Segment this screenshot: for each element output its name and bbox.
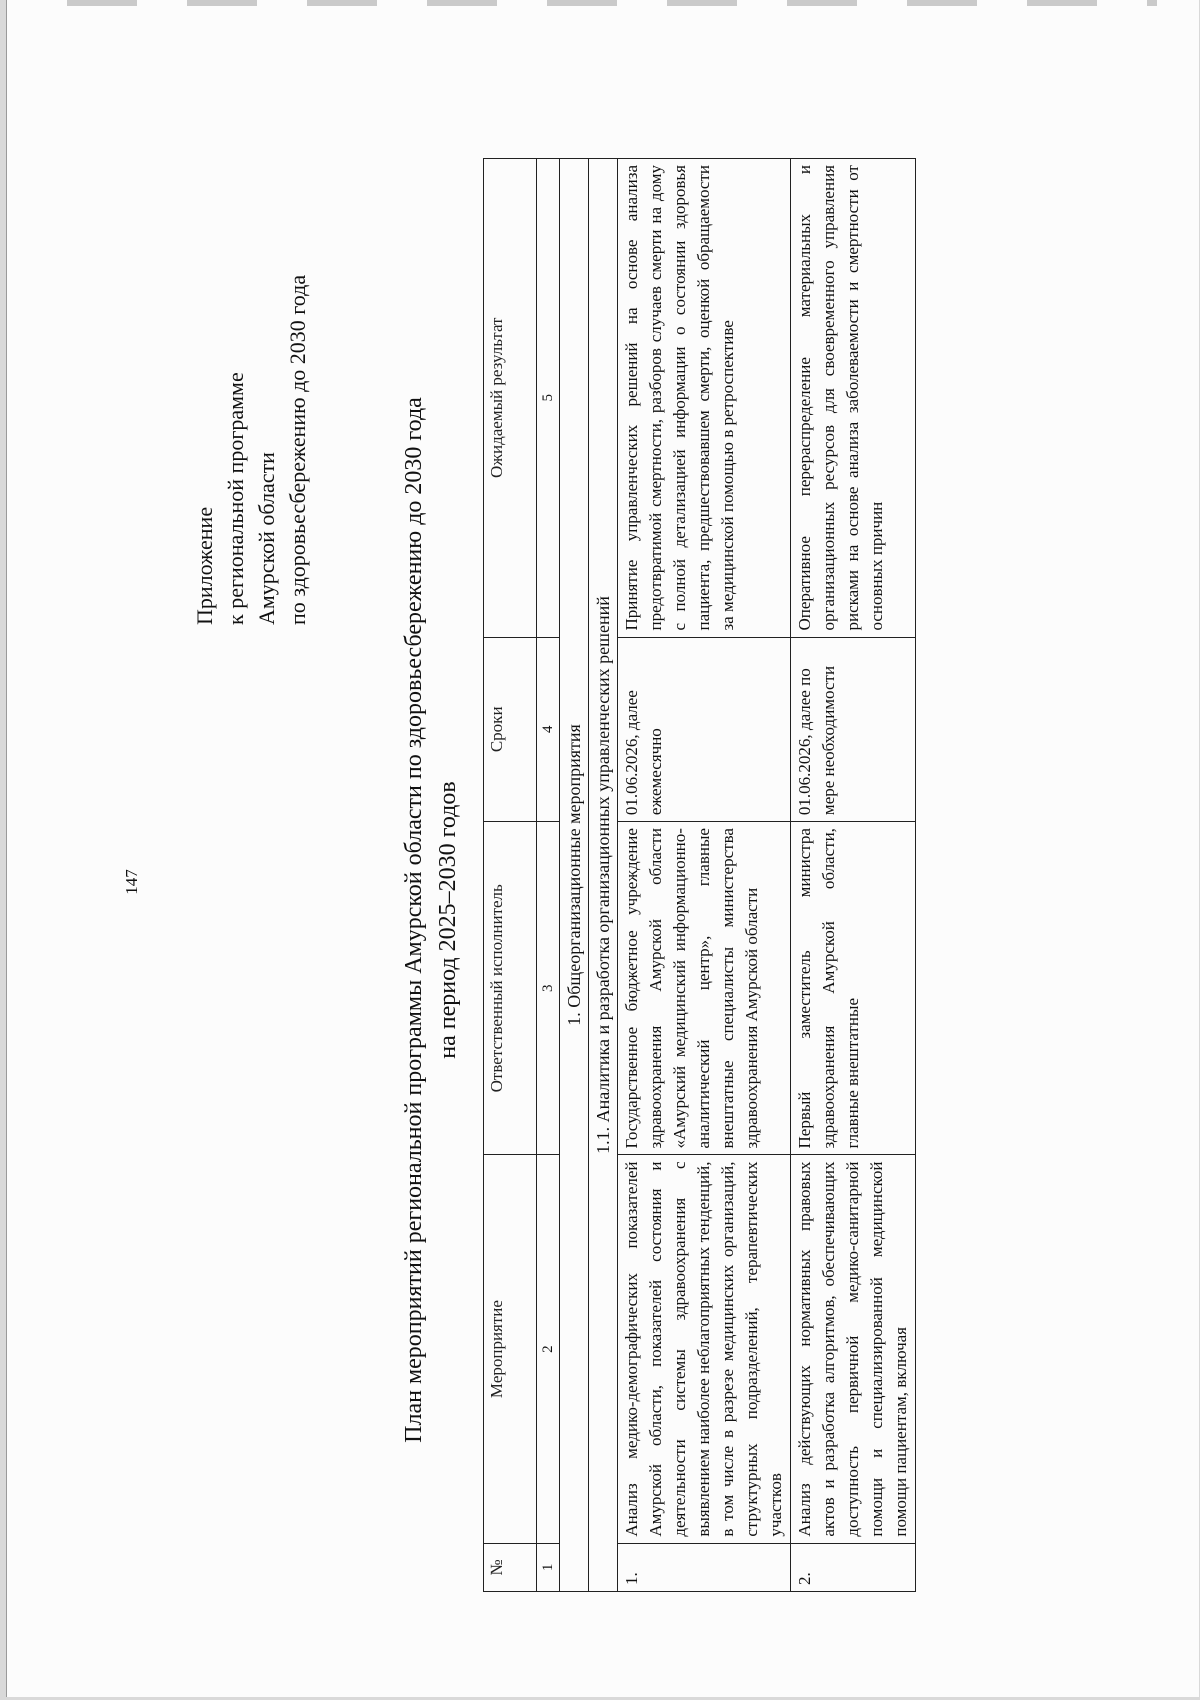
subsection-title: 1.1. Аналитика и разработка организационных управленческих решений <box>589 159 618 1592</box>
row-result: Принятие управленческих решений на основе анализа предотвратимой смертности, разборов случаев смерти на дому с полной детализацией информации о состоянии здоровья пациента, предшествовавшем смерти, оценкой обращаемости за медицинской помощью в ретроспективе <box>618 159 791 638</box>
row-number: 1. <box>618 1543 791 1591</box>
row-number: 2. <box>791 1543 916 1591</box>
header-event: Мероприятие <box>484 1155 537 1543</box>
row-event: Анализ медико-демографических показателей Амурской области, показателей состояния и деятельности системы здравоохранения с выявлением наиболее неблагоприятных тенденций, в том числе в разрезе медицинских организаций, структурных подразделений, терапевтических участков <box>618 1155 791 1543</box>
rotated-content <box>167 120 1067 1620</box>
header-num: № <box>484 1543 537 1591</box>
column-number: 5 <box>537 159 560 638</box>
appendix-line: Приложение <box>192 506 217 625</box>
row-executor: Первый заместитель министра здравоохранения Амурской области, главные внештатные <box>791 822 916 1155</box>
appendix-line: к региональной программе <box>223 372 248 625</box>
header-deadline: Сроки <box>484 637 537 822</box>
table-header-row <box>484 159 537 1592</box>
document-page <box>6 0 1199 1697</box>
column-number: 3 <box>537 822 560 1155</box>
appendix-line: Амурской области <box>254 452 279 625</box>
subsection-row <box>589 159 618 1592</box>
header-executor: Ответственный исполнитель <box>484 822 537 1155</box>
events-table <box>483 158 916 1592</box>
row-event: Анализ действующих нормативных правовых актов и разработка алгоритмов, обеспечивающих доступность первичной медико-санитарной помощи и специализированной медицинской помощи пациентам, включая <box>791 1155 916 1543</box>
header-result: Ожидаемый результат <box>484 159 537 638</box>
row-deadline: 01.06.2026, далее по мере необходимости <box>791 637 916 822</box>
table-row <box>791 159 916 1592</box>
column-number-row <box>537 159 560 1592</box>
scan-artifact <box>67 0 1157 6</box>
table-row <box>618 159 791 1592</box>
section-row <box>560 159 589 1592</box>
title-line-2: на период 2025–2030 годов <box>435 781 461 1059</box>
row-deadline: 01.06.2026, далее ежемесячно <box>618 637 791 822</box>
appendix-line: по здоровьесбережению до 2030 года <box>285 274 310 625</box>
row-executor: Государственное бюджетное учреждение здравоохранения Амурской области «Амурский медицинский информационно-аналитический центр», главные внештатные специалисты министерства здравоохранения Амурской области <box>618 822 791 1155</box>
document-title <box>397 320 465 1520</box>
page-number: 147 <box>121 869 141 895</box>
appendix-note <box>189 125 313 625</box>
column-number: 2 <box>537 1155 560 1543</box>
row-result: Оперативное перераспределение материальных и организационных ресурсов для своевременного управления рисками на основе анализа заболеваемости и смертности от основных причин <box>791 159 916 638</box>
column-number: 4 <box>537 637 560 822</box>
column-number: 1 <box>537 1543 560 1591</box>
title-line-1: План мероприятий региональной программы Амурской области по здоровьесбережению до 2030 года <box>401 397 427 1443</box>
section-title: 1. Общеорганизационные мероприятия <box>560 159 589 1592</box>
